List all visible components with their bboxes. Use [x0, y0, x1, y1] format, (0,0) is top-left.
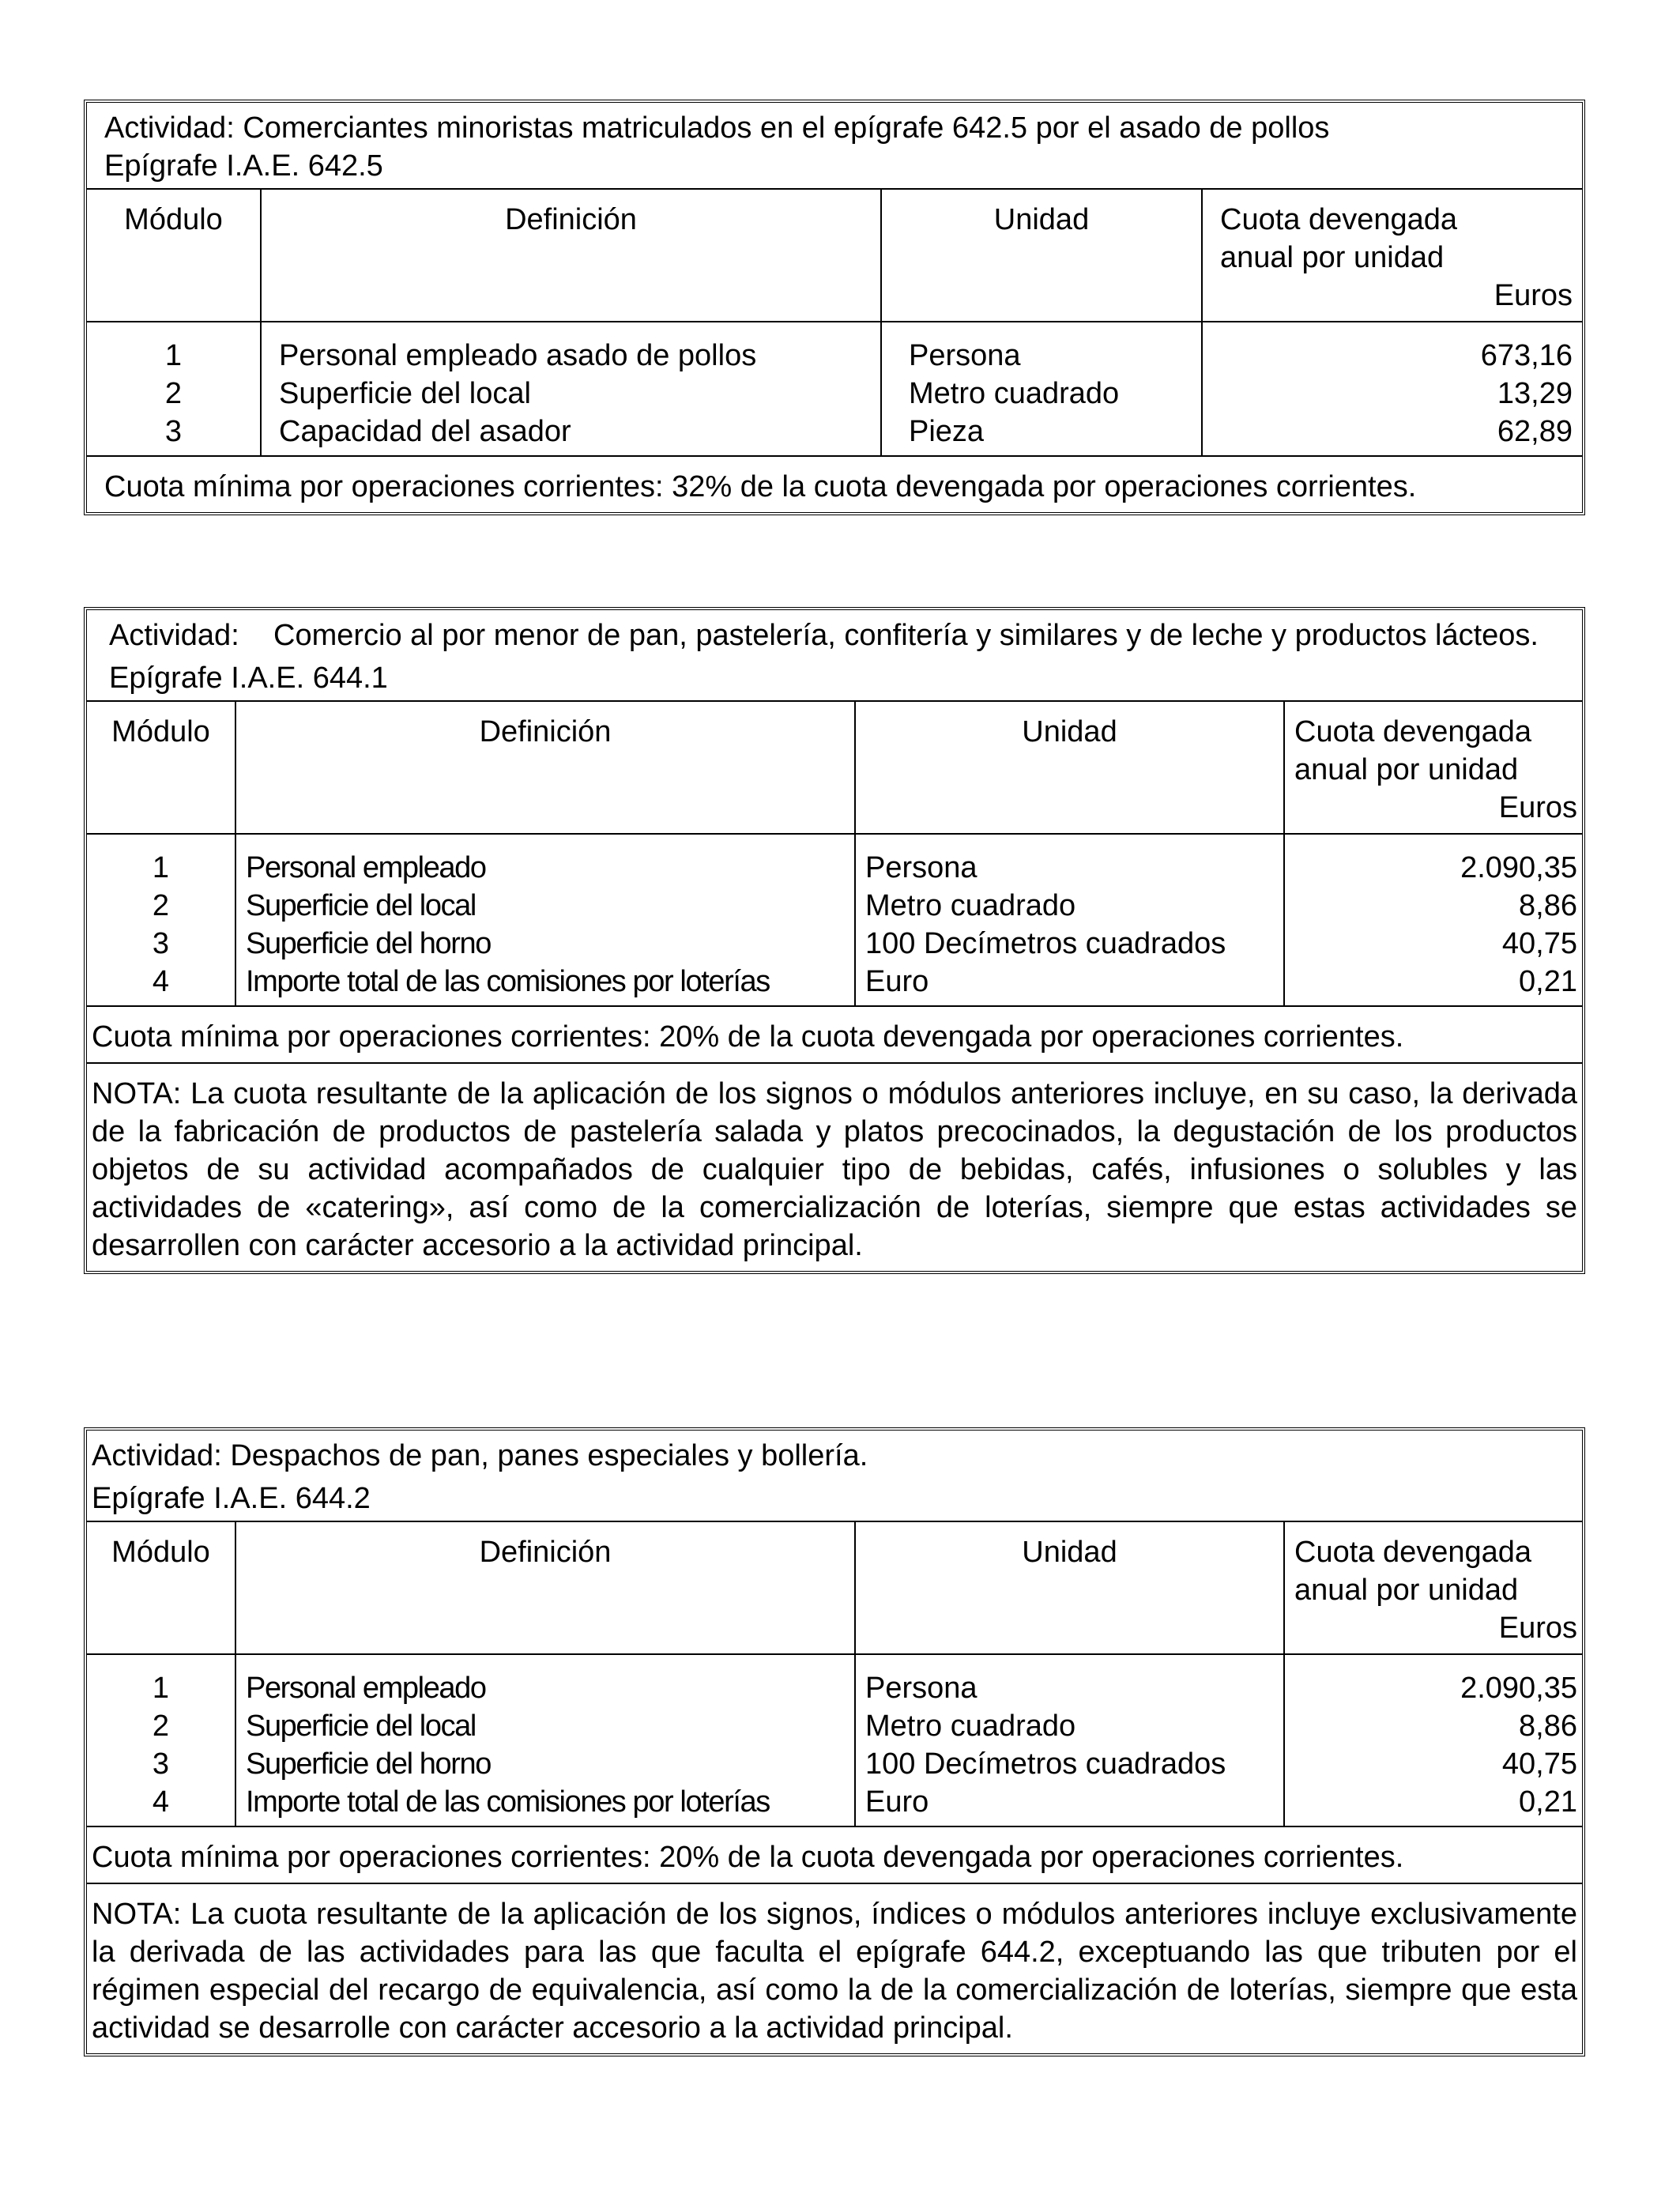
table-row-modulo: 3	[164, 415, 183, 448]
table-row-cuota: 62,89	[1497, 415, 1573, 448]
table-row-definicion: Superficie del horno	[246, 1747, 491, 1781]
column-header-unidad: Unidad	[855, 1521, 1284, 1654]
table-row-modulo: 4	[152, 965, 170, 998]
table-row-cuota: 8,86	[1519, 889, 1577, 922]
table-row-definicion: Superficie del local	[279, 377, 531, 410]
activity-label: Actividad:	[109, 619, 239, 652]
table-row-unidad: Euro	[865, 1785, 929, 1819]
column-header-modulo: Módulo	[87, 189, 261, 322]
column-header-cuota	[1202, 189, 1582, 322]
table-row-cuota: 0,21	[1519, 965, 1577, 998]
definicion-column	[235, 1654, 855, 1826]
table-row-definicion: Superficie del horno	[246, 927, 491, 960]
table-row-unidad: Persona	[909, 339, 1021, 372]
table-row-cuota: 13,29	[1497, 377, 1573, 410]
cuota-header-line2: anual por unidad	[1294, 753, 1519, 786]
table-row-unidad: Metro cuadrado	[909, 377, 1120, 410]
column-header-unidad: Unidad	[881, 189, 1202, 322]
nota-text: NOTA: La cuota resultante de la aplicación de los signos o módulos anteriores incluye, en su caso, la derivada de la fabricación de productos de pastelería salada y platos precocinados, la degustación de los productos objetos de su actividad acompañados de cualquier tipo de bebidas, cafés, infusiones o solubles y las actividades de «catering», así como de la comercialización de loterías, siempre que estas actividades se desarrollen con carácter accesorio a la actividad principal.	[87, 1063, 1582, 1271]
column-header-modulo: Módulo	[87, 1521, 235, 1654]
table-row-modulo: 4	[152, 1785, 170, 1819]
table-row-definicion: Personal empleado	[246, 851, 486, 884]
table-row-cuota: 0,21	[1519, 1785, 1577, 1819]
activity-label: Actividad:	[104, 111, 235, 145]
cuota-minima-text: Cuota mínima por operaciones corrientes: 32% de la cuota devengada por operaciones corrientes.	[87, 456, 1582, 512]
table-body	[87, 322, 1582, 456]
activity-label: Actividad:	[92, 1439, 222, 1472]
activity-description: Comerciantes minoristas matriculados en el epígrafe 642.5 por el asado de pollos	[243, 111, 1330, 145]
cuota-minima-text: Cuota mínima por operaciones corrientes: 20% de la cuota devengada por operaciones corrientes.	[87, 1006, 1582, 1063]
table-row-cuota: 673,16	[1480, 339, 1573, 372]
column-header-cuota	[1284, 701, 1582, 834]
table-row-cuota: 8,86	[1519, 1710, 1577, 1743]
table-row-modulo: 2	[152, 889, 170, 922]
nota-text: NOTA: La cuota resultante de la aplicación de los signos, índices o módulos anteriores incluye exclusivamente la derivada de las actividades para las que faculta el epígrafe 644.2, exceptuando las que tributen por el régimen especial del recargo de equivalencia, así como la de la comercialización de loterías, siempre que esta actividad se desarrolle con carácter accesorio a la actividad principal.	[87, 1883, 1582, 2053]
column-header-definicion: Definición	[235, 701, 855, 834]
table-row-modulo: 2	[152, 1710, 170, 1743]
cuota-header-line1: Cuota devengada	[1294, 715, 1532, 748]
cuota-header-currency: Euros	[1494, 279, 1573, 312]
cuota-header-line1: Cuota devengada	[1220, 203, 1458, 236]
table-row-modulo: 2	[164, 377, 183, 410]
modulo-column	[87, 1654, 235, 1826]
table-row-definicion: Personal empleado asado de pollos	[279, 339, 757, 372]
modulo-column	[87, 322, 261, 456]
unidad-column	[855, 834, 1284, 1006]
table-row-cuota: 40,75	[1501, 927, 1577, 960]
cuota-minima-text: Cuota mínima por operaciones corrientes: 20% de la cuota devengada por operaciones corrientes.	[87, 1826, 1582, 1883]
table-row-modulo: 3	[152, 1747, 170, 1781]
table-body	[87, 1654, 1582, 1826]
cuota-column	[1284, 834, 1582, 1006]
column-header-definicion: Definición	[261, 189, 881, 322]
module-table-642-5	[84, 100, 1585, 515]
table-row-unidad: Persona	[865, 851, 977, 884]
cuota-column	[1202, 322, 1582, 456]
column-header-definicion: Definición	[235, 1521, 855, 1654]
table-body	[87, 834, 1582, 1006]
table-row-unidad: 100 Decímetros cuadrados	[865, 1747, 1226, 1781]
table-row-unidad: Pieza	[909, 415, 985, 448]
unidad-column	[855, 1654, 1284, 1826]
table-row-definicion: Importe total de las comisiones por loterías	[246, 965, 770, 998]
table-row-unidad: Metro cuadrado	[865, 889, 1076, 922]
table-row-cuota: 2.090,35	[1460, 851, 1577, 884]
modulo-column	[87, 834, 235, 1006]
table-row-unidad: Euro	[865, 965, 929, 998]
activity-header	[87, 1431, 1582, 1521]
table-row-cuota: 2.090,35	[1460, 1672, 1577, 1705]
unidad-column	[881, 322, 1202, 456]
table-row-definicion: Personal empleado	[246, 1672, 486, 1705]
cuota-column	[1284, 1654, 1582, 1826]
definicion-column	[261, 322, 881, 456]
activity-header	[87, 103, 1582, 189]
table-row-modulo: 1	[152, 1672, 170, 1705]
activity-header	[87, 610, 1582, 701]
module-table-644-2	[84, 1427, 1585, 2056]
column-header-cuota	[1284, 1521, 1582, 1654]
module-table-644-1	[84, 607, 1585, 1274]
cuota-header-line2: anual por unidad	[1294, 1574, 1519, 1607]
table-row-unidad: 100 Decímetros cuadrados	[865, 927, 1226, 960]
cuota-header-line1: Cuota devengada	[1294, 1536, 1532, 1569]
definicion-column	[235, 834, 855, 1006]
table-row-definicion: Superficie del local	[246, 1710, 476, 1743]
cuota-header-line2: anual por unidad	[1220, 241, 1445, 274]
table-row-definicion: Superficie del local	[246, 889, 476, 922]
table-row-definicion: Importe total de las comisiones por loterías	[246, 1785, 770, 1819]
table-row-cuota: 40,75	[1501, 1747, 1577, 1781]
cuota-header-currency: Euros	[1498, 791, 1577, 824]
activity-description: Despachos de pan, panes especiales y bollería.	[230, 1439, 868, 1472]
table-row-modulo: 1	[164, 339, 183, 372]
table-row-definicion: Capacidad del asador	[279, 415, 571, 448]
table-row-modulo: 1	[152, 851, 170, 884]
table-row-unidad: Metro cuadrado	[865, 1710, 1076, 1743]
epigrafe-label: Epígrafe I.A.E. 644.2	[92, 1482, 371, 1515]
column-header-modulo: Módulo	[87, 701, 235, 834]
epigrafe-label: Epígrafe I.A.E. 644.1	[109, 662, 388, 695]
cuota-header-currency: Euros	[1498, 1612, 1577, 1645]
epigrafe-label: Epígrafe I.A.E. 642.5	[104, 149, 383, 183]
activity-description: Comercio al por menor de pan, pastelería, confitería y similares y de leche y productos lácteos.	[273, 619, 1539, 652]
column-header-unidad: Unidad	[855, 701, 1284, 834]
table-row-modulo: 3	[152, 927, 170, 960]
table-row-unidad: Persona	[865, 1672, 977, 1705]
